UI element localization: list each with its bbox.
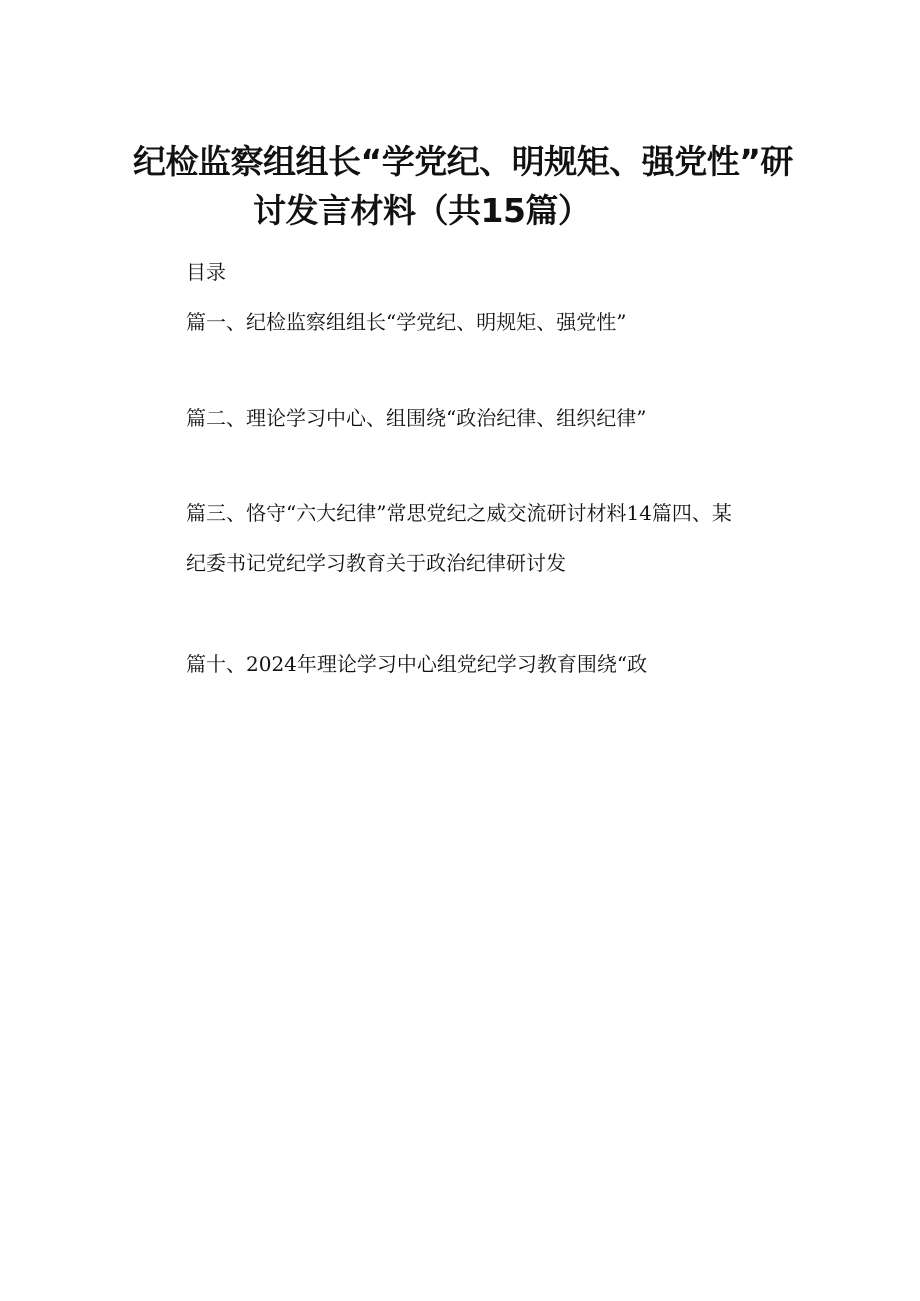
toc-entry-3: 篇三、恪守“六大纪律”常思党纪之威交流研讨材料14篇四、某 [186,501,732,525]
toc-entry-3-continued: 纪委书记党纪学习教育关于政治纪律研讨发 [186,551,566,575]
toc-entry-10: 篇十、2024年理论学习中心组党纪学习教育围绕“政 [186,652,648,676]
toc-entry-2: 篇二、理论学习中心、组围绕“政治纪律、组织纪律” [186,406,647,430]
document-title-line-1: 纪检监察组组长“学党纪、明规矩、强党性”研 [133,142,793,181]
toc-heading: 目录 [186,260,226,284]
document-title-line-2: 讨发言材料（共15篇） [253,191,591,230]
toc-entry-1: 篇一、纪检监察组组长“学党纪、明规矩、强党性” [186,310,627,334]
